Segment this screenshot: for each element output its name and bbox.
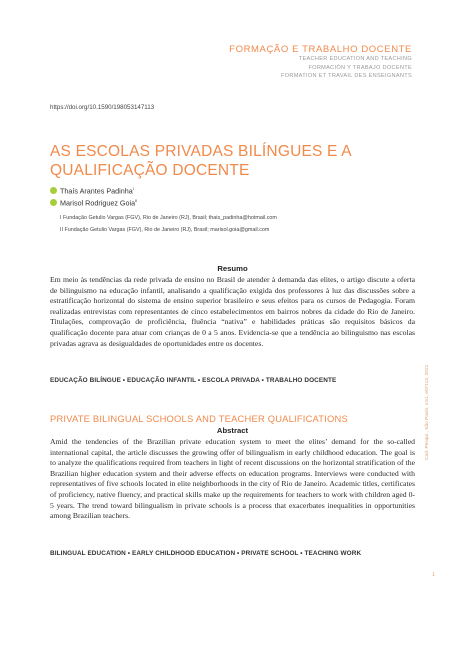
- resumo-keywords: EDUCAÇÃO BILÍNGUE • EDUCAÇÃO INFANTIL • ESCOLA PRIVADA • TRABALHO DOCENTE: [50, 377, 337, 384]
- article-title: AS ESCOLAS PRIVADAS BILÍNGUES E A QUALIFICAÇÃO DOCENTE: [50, 143, 351, 179]
- page-number: 1: [432, 572, 435, 578]
- section-subtitle-fr: FORMATION ET TRAVAIL DES ENSEIGNANTS: [281, 73, 412, 80]
- journal-section-header: [229, 44, 412, 81]
- resumo-text: Em meio às tendências da rede privada de ensino no Brasil de atender à demanda das elites, o artigo discute a oferta de bilinguismo na educação infantil, analisando a qualificação exigida dos professores à luz das discussões sobre a estratificação horizontal do sistema de ensino superior brasileiro e seus efeitos para os cursos de Pedagogia. Foram realizadas entrevistas com representantes de cinco estabelecimentos em bairros nobres da cidade do Rio de Janeiro. Titulações, comprovação de proficiência, fluência “nativa” e habilidades práticas são requisitos básicos da qualificação docente para atuar com crianças de 0 a 5 anos. Evidencia-se que a tendência ao bilinguismo nas escolas privadas agrava as desigualdades de oportunidades entre os docentes.: [50, 275, 415, 348]
- author-name: Thaís Arantes Padinha: [60, 186, 133, 196]
- orcid-icon[interactable]: [50, 199, 57, 206]
- abstract-heading: Abstract: [216, 426, 249, 435]
- author-1: [50, 186, 134, 195]
- journal-citation-side: Cad. Pesqui., São Paulo, v.51, e07113, 2021: [425, 364, 430, 460]
- affiliation-1: I Fundação Getulio Vargas (FGV), Rio de Janeiro (RJ), Brasil; thais_padinha@hotmail.com: [60, 215, 277, 221]
- section-title: FORMAÇÃO E TRABALHO DOCENTE: [229, 44, 412, 55]
- author-mark: I: [132, 186, 134, 191]
- abstract-text: Amid the tendencies of the Brazilian private education system to meet the elites’ demand for the so-called international capital, the article discusses the growing offer of bilingualism in early childhood education. The goal is to analyze the qualifications required from teachers in light of recent discussions on the horizontal stratification of the Brazilian higher education system and their adverse effects on education programs. Interviews were conducted with representatives of five schools located in elite neighborhoods in the city of Rio de Janeiro. Academic titles, certificates of proficiency, native fluency, and practical skills make up the requirements for teachers to work with children aged 0-5 years. The trend toward bilingualism in private schools is a process that exacerbates inequalities in opportunities among Brazilian teachers.: [50, 437, 415, 521]
- author-2: [50, 198, 137, 207]
- author-name: Marisol Rodriguez Goia: [60, 198, 136, 208]
- affiliation-2: II Fundação Getulio Vargas (FGV), Rio de Janeiro (RJ), Brasil; marisol.goia@gmail.com: [60, 227, 270, 233]
- author-mark: II: [135, 198, 138, 203]
- section-subtitle-en: TEACHER EDUCATION AND TEACHING: [298, 56, 412, 62]
- orcid-icon[interactable]: [50, 187, 57, 194]
- abstract-keywords: BILINGUAL EDUCATION • EARLY CHILDHOOD EDUCATION • PRIVATE SCHOOL • TEACHING WORK: [50, 550, 362, 557]
- english-title: PRIVATE BILINGUAL SCHOOLS AND TEACHER QUALIFICATIONS: [50, 413, 348, 424]
- doi-link[interactable]: https://doi.org/10.1590/198053147113: [50, 104, 155, 111]
- section-subtitle-es: FORMACIÓN Y TRABAJO DOCENTE: [308, 64, 412, 71]
- resumo-heading: Resumo: [217, 264, 248, 273]
